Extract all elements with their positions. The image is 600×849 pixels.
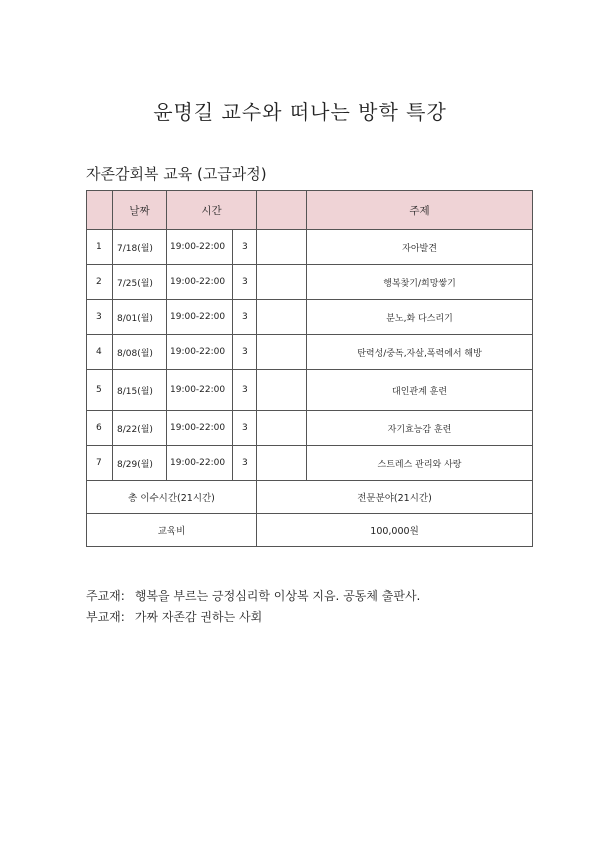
header-topic: 주제	[307, 191, 533, 230]
row-blank	[257, 265, 307, 300]
total-hours-value: 전문분야(21시간)	[257, 481, 533, 514]
row-date: 7/25(월)	[113, 265, 167, 300]
row-blank	[257, 370, 307, 411]
row-topic: 분노,화 다스리기	[307, 300, 533, 335]
row-time: 19:00-22:00	[167, 300, 233, 335]
row-hours: 3	[233, 446, 257, 481]
fee-value: 100,000원	[257, 514, 533, 547]
row-date: 8/08(월)	[113, 335, 167, 370]
fee-label: 교육비	[87, 514, 257, 547]
main-textbook-label: 주교재:	[86, 589, 125, 603]
header-blank	[257, 191, 307, 230]
row-topic: 자기효능감 훈련	[307, 411, 533, 446]
row-date: 8/15(월)	[113, 370, 167, 411]
row-blank	[257, 335, 307, 370]
row-date: 7/18(월)	[113, 230, 167, 265]
row-number: 4	[87, 335, 113, 370]
row-time: 19:00-22:00	[167, 446, 233, 481]
table-row	[87, 446, 533, 481]
sub-textbook-label: 부교재:	[86, 610, 125, 624]
total-hours-row	[87, 481, 533, 514]
total-hours-label: 총 이수시간(21시간)	[87, 481, 257, 514]
row-number: 3	[87, 300, 113, 335]
course-subtitle: 자존감회복 교육 (고급과정)	[86, 165, 267, 183]
row-number: 7	[87, 446, 113, 481]
row-blank	[257, 446, 307, 481]
row-time: 19:00-22:00	[167, 370, 233, 411]
table-row	[87, 300, 533, 335]
row-hours: 3	[233, 335, 257, 370]
row-hours: 3	[233, 300, 257, 335]
row-time: 19:00-22:00	[167, 335, 233, 370]
row-topic: 행복찾기/희망쌓기	[307, 265, 533, 300]
row-hours: 3	[233, 411, 257, 446]
row-topic: 탄력성/중독,자살,폭력에서 해방	[307, 335, 533, 370]
row-number: 2	[87, 265, 113, 300]
page-title: 윤명길 교수와 떠나는 방학 특강	[153, 100, 447, 124]
row-number: 6	[87, 411, 113, 446]
table-row	[87, 335, 533, 370]
header-date: 날짜	[113, 191, 167, 230]
row-date: 8/22(월)	[113, 411, 167, 446]
row-hours: 3	[233, 265, 257, 300]
table-row	[87, 370, 533, 411]
textbook-notes	[86, 586, 420, 628]
row-date: 8/29(월)	[113, 446, 167, 481]
row-blank	[257, 300, 307, 335]
row-number: 5	[87, 370, 113, 411]
row-hours: 3	[233, 370, 257, 411]
row-blank	[257, 230, 307, 265]
row-hours: 3	[233, 230, 257, 265]
fee-row	[87, 514, 533, 547]
header-number	[87, 191, 113, 230]
row-topic: 자아발견	[307, 230, 533, 265]
row-time: 19:00-22:00	[167, 411, 233, 446]
sub-textbook-line	[86, 607, 420, 628]
row-topic: 대인관계 훈련	[307, 370, 533, 411]
header-time: 시간	[167, 191, 257, 230]
row-time: 19:00-22:00	[167, 265, 233, 300]
main-textbook-text: 행복을 부르는 긍정심리학 이상복 지음. 공동체 출판사.	[134, 589, 421, 603]
row-topic: 스트레스 관리와 사랑	[307, 446, 533, 481]
table-row	[87, 411, 533, 446]
schedule-table	[86, 190, 533, 547]
row-date: 8/01(월)	[113, 300, 167, 335]
table-header-row	[87, 191, 533, 230]
main-textbook-line	[86, 586, 420, 607]
row-time: 19:00-22:00	[167, 230, 233, 265]
table-row	[87, 265, 533, 300]
row-number: 1	[87, 230, 113, 265]
table-row	[87, 230, 533, 265]
row-blank	[257, 411, 307, 446]
sub-textbook-text: 가짜 자존감 권하는 사회	[134, 610, 263, 624]
